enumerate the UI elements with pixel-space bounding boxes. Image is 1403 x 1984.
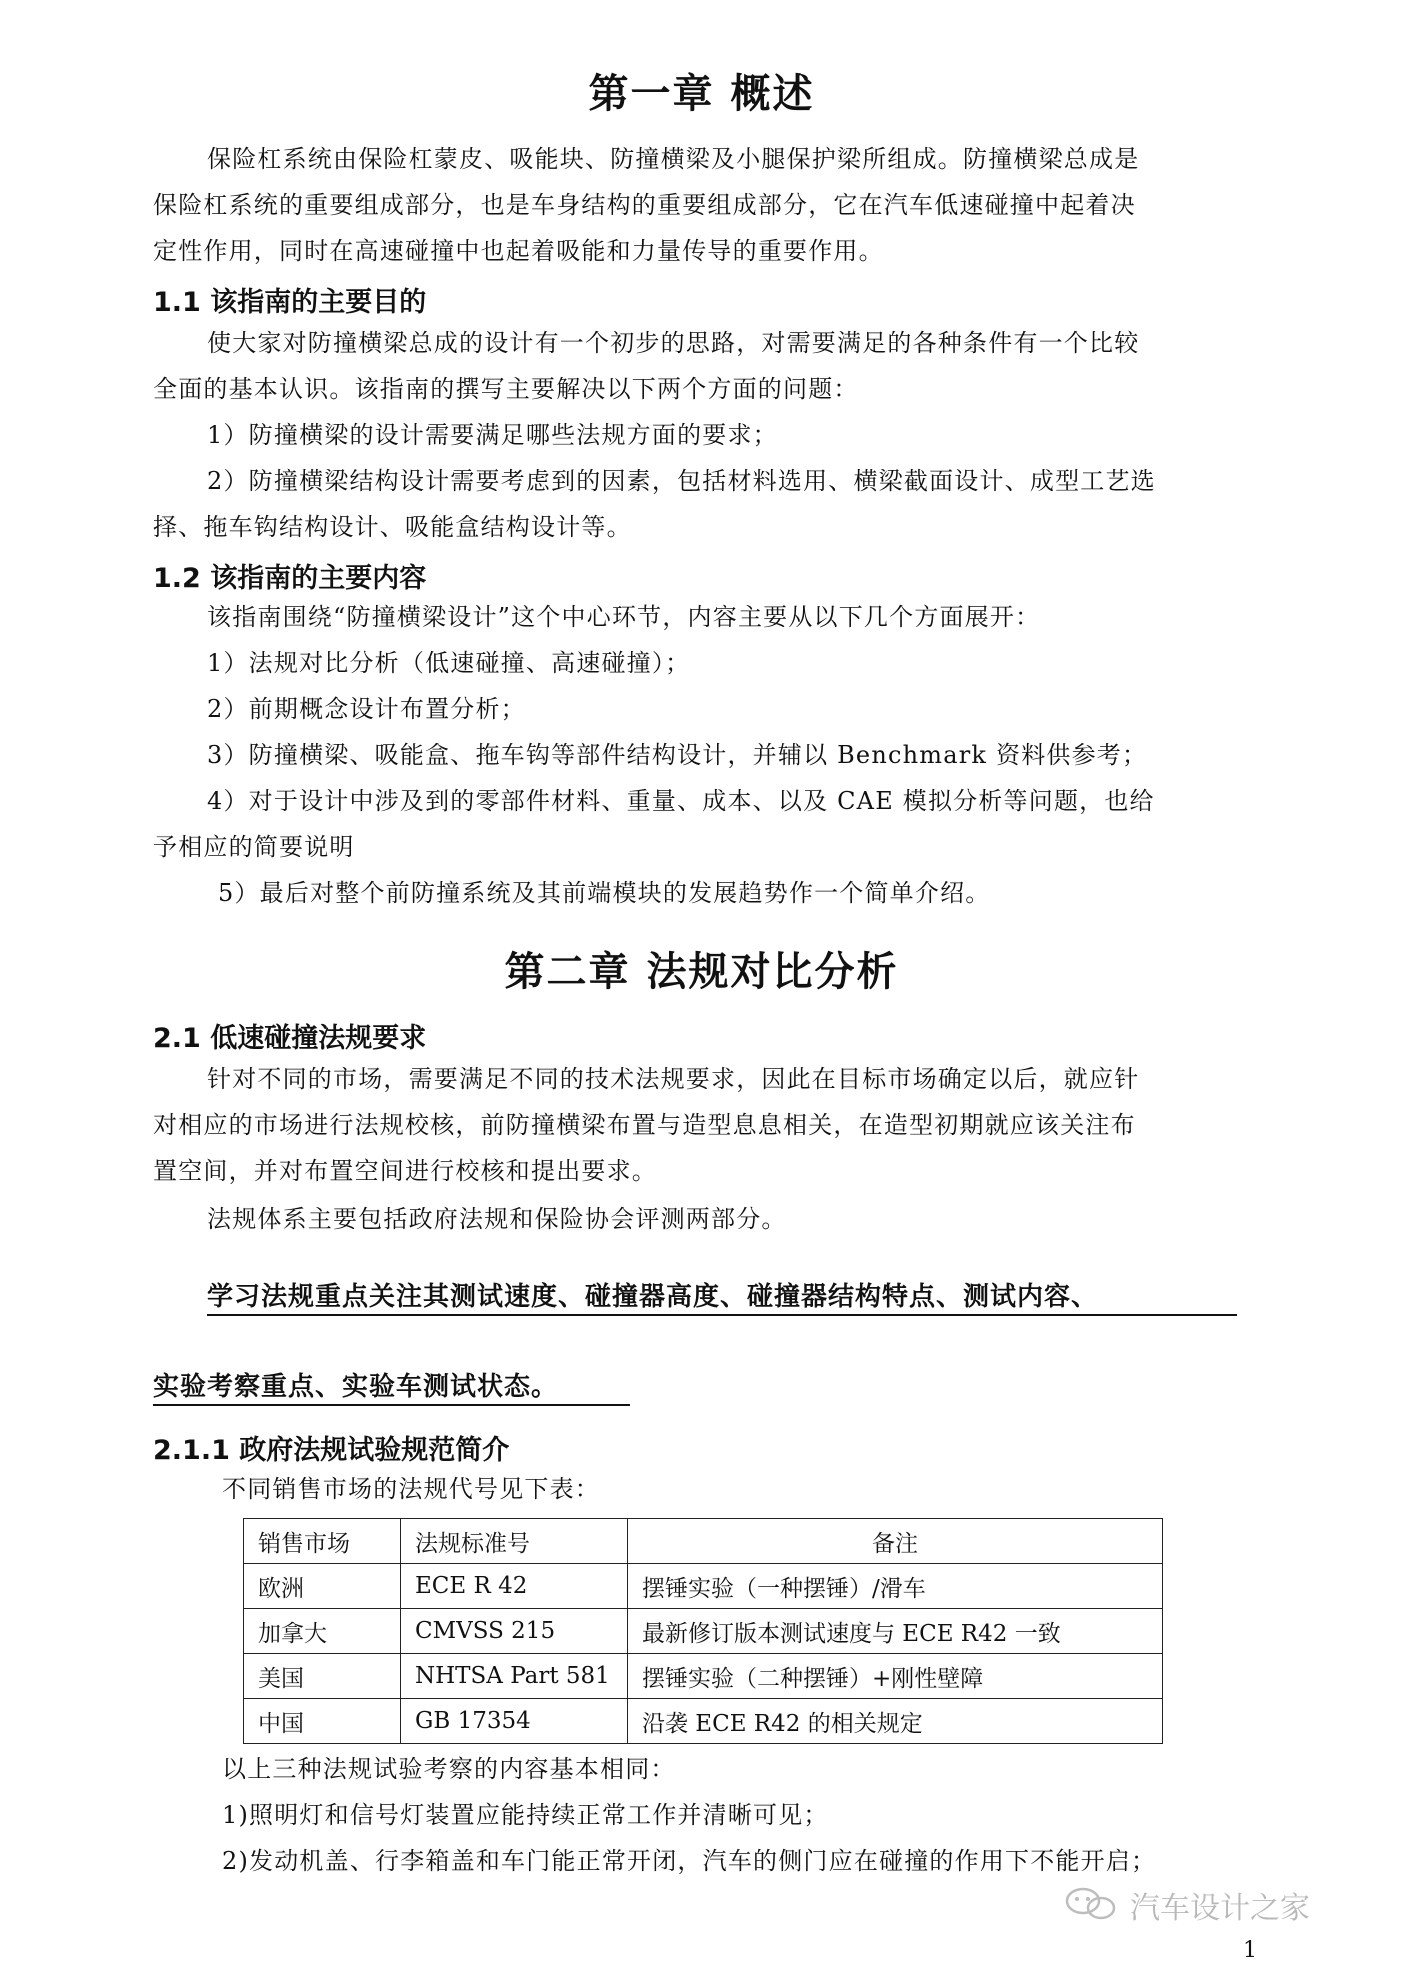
table-cell: 摆锤实验（一种摆锤）/滑车 <box>628 1564 1163 1609</box>
table-cell: 加拿大 <box>244 1609 401 1654</box>
emphasis-underline-1 <box>207 1314 1237 1316</box>
s1-2-item-5: 5）最后对整个前防撞系统及其前端模块的发展趋势作一个简单介绍。 <box>218 879 991 907</box>
table-cell: CMVSS 215 <box>401 1609 628 1654</box>
watermark-text: 汽车设计之家 <box>1130 1891 1310 1926</box>
section-2-1-heading: 2.1 低速碰撞法规要求 <box>153 1023 427 1054</box>
emphasis-line-2: 实验考察重点、实验车测试状态。 <box>153 1372 559 1402</box>
s1-1-item-1: 1）防撞横梁的设计需要满足哪些法规方面的要求； <box>207 421 778 449</box>
regulation-table <box>243 1518 1163 1744</box>
emphasis-underline-2 <box>153 1404 630 1406</box>
table-row <box>244 1564 1163 1609</box>
table-cell: NHTSA Part 581 <box>401 1654 628 1699</box>
wechat-icon <box>1063 1886 1125 1922</box>
after-table-line-3: 2)发动机盖、行李箱盖和车门能正常开闭，汽车的侧门应在碰撞的作用下不能开启； <box>222 1847 1157 1875</box>
section-1-2-heading: 1.2 该指南的主要内容 <box>153 563 427 594</box>
section-1-1-heading: 1.1 该指南的主要目的 <box>153 287 427 318</box>
after-table-line-2: 1)照明灯和信号灯装置应能持续正常工作并清晰可见； <box>222 1801 829 1829</box>
table-row <box>244 1654 1163 1699</box>
table-cell: 欧洲 <box>244 1564 401 1609</box>
table-cell: 中国 <box>244 1699 401 1744</box>
s1-2-line-1: 该指南围绕“防撞横梁设计”这个中心环节，内容主要从以下几个方面展开： <box>207 603 1041 631</box>
s2-1-line-3: 置空间，并对布置空间进行校核和提出要求。 <box>153 1157 657 1185</box>
table-header-row <box>244 1519 1163 1564</box>
s1-1-line-1: 使大家对防撞横梁总成的设计有一个初步的思路，对需要满足的各种条件有一个比较 <box>207 329 1140 357</box>
s1-2-item-1: 1）法规对比分析（低速碰撞、高速碰撞）； <box>207 649 691 677</box>
s2-1-line-2: 对相应的市场进行法规校核，前防撞横梁布置与造型息息相关，在造型初期就应该关注布 <box>153 1111 1136 1139</box>
table-cell: ECE R 42 <box>401 1564 628 1609</box>
table-cell: 沿袭 ECE R42 的相关规定 <box>628 1699 1163 1744</box>
intro-line-1: 保险杠系统由保险杠蒙皮、吸能块、防撞横梁及小腿保护梁所组成。防撞横梁总成是 <box>207 145 1140 173</box>
s2-1-line-4: 法规体系主要包括政府法规和保险协会评测两部分。 <box>207 1205 787 1233</box>
s1-2-item-4-cont: 予相应的简要说明 <box>153 833 355 861</box>
table-header-cell: 法规标准号 <box>401 1519 628 1564</box>
emphasis-line-1: 学习法规重点关注其测试速度、碰撞器高度、碰撞器结构特点、测试内容、 <box>207 1282 1099 1312</box>
table-cell: 摆锤实验（二种摆锤）+刚性壁障 <box>628 1654 1163 1699</box>
table-header-cell: 销售市场 <box>244 1519 401 1564</box>
table-row <box>244 1609 1163 1654</box>
s1-2-item-4: 4）对于设计中涉及到的零部件材料、重量、成本、以及 CAE 模拟分析等问题，也给 <box>207 787 1155 815</box>
intro-line-2: 保险杠系统的重要组成部分，也是车身结构的重要组成部分，它在汽车低速碰撞中起着决 <box>153 191 1136 219</box>
s1-2-item-3: 3）防撞横梁、吸能盒、拖车钩等部件结构设计，并辅以 Benchmark 资料供参考； <box>207 741 1148 769</box>
after-table-line-1: 以上三种法规试验考察的内容基本相同： <box>222 1755 676 1783</box>
s1-1-line-2: 全面的基本认识。该指南的撰写主要解决以下两个方面的问题： <box>153 375 859 403</box>
table-intro: 不同销售市场的法规代号见下表： <box>222 1475 600 1503</box>
section-2-1-1-heading: 2.1.1 政府法规试验规范简介 <box>153 1435 510 1466</box>
page-number: 1 <box>1243 1938 1257 1963</box>
table-row <box>244 1699 1163 1744</box>
intro-line-3: 定性作用，同时在高速碰撞中也起着吸能和力量传导的重要作用。 <box>153 237 884 265</box>
s2-1-line-1: 针对不同的市场，需要满足不同的技术法规要求，因此在目标市场确定以后，就应针 <box>207 1065 1140 1093</box>
chapter-1-title: 第一章 概述 <box>588 71 815 117</box>
s1-1-item-2-cont: 择、拖车钩结构设计、吸能盒结构设计等。 <box>153 513 632 541</box>
table-cell: 美国 <box>244 1654 401 1699</box>
s1-1-item-2: 2）防撞横梁结构设计需要考虑到的因素，包括材料选用、横梁截面设计、成型工艺选 <box>207 467 1156 495</box>
table-cell: 最新修订版本测试速度与 ECE R42 一致 <box>628 1609 1163 1654</box>
table-header-cell: 备注 <box>628 1519 1163 1564</box>
table-cell: GB 17354 <box>401 1699 628 1744</box>
s1-2-item-2: 2）前期概念设计布置分析； <box>207 695 526 723</box>
chapter-2-title: 第二章 法规对比分析 <box>504 949 899 995</box>
